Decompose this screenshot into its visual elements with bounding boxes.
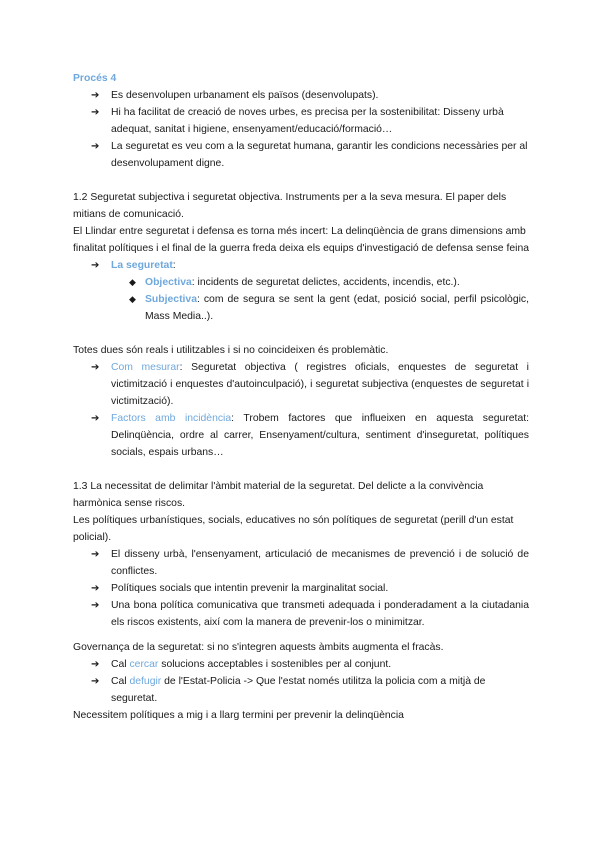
list-item: ◆ Subjectiva: com de segura se sent la gent (edat, posició social, perfil psicològic, Mass Media..). <box>73 291 529 325</box>
arrow-icon: ➔ <box>91 107 100 118</box>
list-item: ➔ Com mesurar: Seguretat objectiva ( registres oficials, enquestes de seguretat i victimització i enquestes d'autoinculpació), i seguretat subjectiva (enquestes de seguretat i victimització). <box>73 359 529 410</box>
list-item: ➔ Cal defugir de l'Estat-Policia -> Que l'estat només utilitza la policia com a mitjà de seguretat. <box>73 673 529 707</box>
closing-text: Necessitem polítiques a mig i a llarg termini per prevenir la delinqüència <box>73 710 404 721</box>
list-item: ➔ La seguretat: <box>73 257 529 274</box>
list-item: ➔ El disseny urbà, l'ensenyament, articulació de mecanismes de prevenció i de solució de conflictes. <box>73 546 529 580</box>
arrow-icon: ➔ <box>91 90 100 101</box>
arrow-icon: ➔ <box>91 413 100 424</box>
list-item: ➔ Polítiques socials que intentin prevenir la marginalitat social. <box>73 580 529 597</box>
section-1-3-heading: 1.3 La necessitat de delimitar l'àmbit material de la seguretat. Del delicte a la convivència harmònica sense riscos. <box>73 481 484 509</box>
diamond-icon: ◆ <box>129 277 136 287</box>
arrow-icon: ➔ <box>91 141 100 152</box>
seguretat-label: La seguretat <box>111 260 173 271</box>
diamond-icon: ◆ <box>129 294 136 304</box>
arrow-icon: ➔ <box>91 260 100 271</box>
list-item: ➔ Cal cercar solucions acceptables i sostenibles per al conjunt. <box>73 656 529 673</box>
governanca-text: Governança de la seguretat: si no s'integren aquests àmbits augmenta el fracàs. <box>73 642 444 653</box>
list-item: ➔ La seguretat es veu com a la seguretat humana, garantir les condicions necessàries per al desenvolupament digne. <box>73 138 529 172</box>
proces4-title: Procés 4 <box>73 73 117 84</box>
arrow-icon: ➔ <box>91 600 100 611</box>
section-1-2-heading: 1.2 Seguretat subjectiva i seguretat objectiva. Instruments per a la seva mesura. El paper dels mitians de comunicació. <box>73 192 507 220</box>
arrow-icon: ➔ <box>91 549 100 560</box>
section-1-2-intro: El Llindar entre seguretat i defensa es torna més incert: La delinqüència de grans dimensions amb finalitat polítiques i el final de la guerra freda deixa els equips d'investigació de defensa sense feina <box>73 226 530 254</box>
list-item: ➔ Hi ha facilitat de creació de noves urbes, es precisa per la sostenibilitat: Disseny urbà adequat, sanitat i higiene, ensenyament/educació/formació… <box>73 104 529 138</box>
arrow-icon: ➔ <box>91 362 100 373</box>
both-real-text: Totes dues són reals i utilitzables i si no coincideixen és problemàtic. <box>73 345 389 356</box>
document-content <box>73 70 529 724</box>
arrow-icon: ➔ <box>91 583 100 594</box>
list-item: ➔ Una bona política comunicativa que transmeti adequada i ponderadament a la ciutadania els riscos existents, així com la manera de prevenir-los o minimitzar. <box>73 597 529 631</box>
section-1-3-intro: Les polítiques urbanístiques, socials, educatives no són polítiques de seguretat (perill d'un estat policial). <box>73 515 514 543</box>
list-item: ◆ Objectiva: incidents de seguretat delictes, accidents, incendis, etc.). <box>73 274 529 291</box>
list-item: ➔ Factors amb incidència: Trobem factores que influeixen en aquesta seguretat: Delinqüència, ordre al carrer, Ensenyament/cultura, sentiment d'inseguretat, polítiques socials, espais urbans… <box>73 410 529 461</box>
arrow-icon: ➔ <box>91 676 100 687</box>
list-item: ➔ Es desenvolupen urbanament els països (desenvolupats). <box>73 87 529 104</box>
arrow-icon: ➔ <box>91 659 100 670</box>
